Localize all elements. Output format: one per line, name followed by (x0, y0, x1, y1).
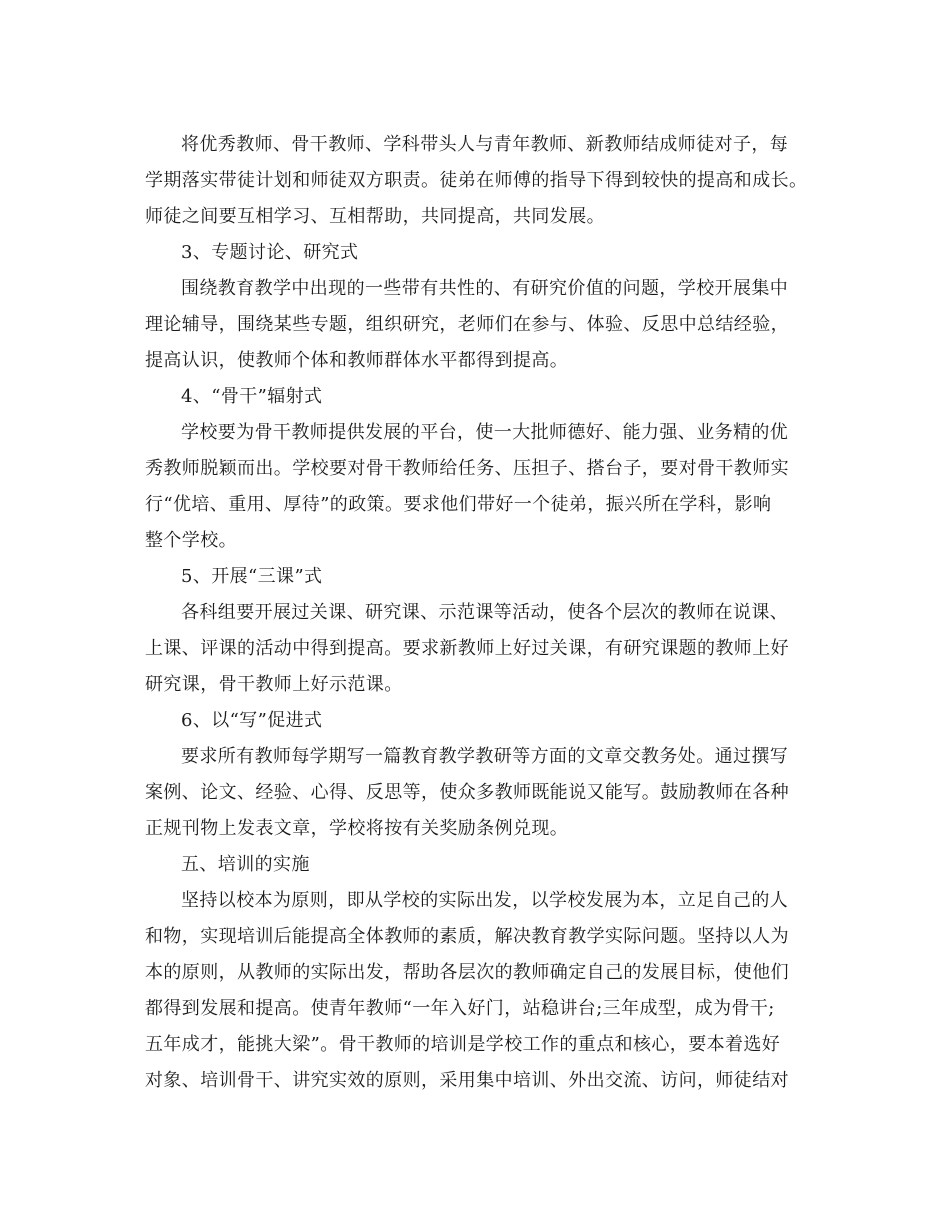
text-line: 对象、培训骨干、讲究实效的原则，采用集中培训、外出交流、访问，师徒结对 (145, 1070, 789, 1091)
text-line: 行“优培、重用、厚待”的政策。要求他们带好一个徒弟，振兴所在学科，影响 (145, 494, 772, 515)
text-line: 五年成才，能挑大梁”。骨干教师的培训是学校工作的重点和核心，要本着选好 (145, 1034, 781, 1055)
text-line: 各科组要开展过关课、研究课、示范课等活动，使各个层次的教师在说课、 (181, 602, 789, 623)
text-line: 五、培训的实施 (181, 854, 310, 875)
text-line: 学期落实带徒计划和师徒双方职责。徒弟在师傅的指导下得到较快的提高和成长。 (145, 170, 808, 191)
text-line: 上课、评课的活动中得到提高。要求新教师上好过关课，有研究课题的教师上好 (145, 638, 789, 659)
text-line: 和物，实现培训后能提高全体教师的素质，解决教育教学实际问题。坚持以人为 (145, 926, 789, 947)
text-line: 学校要为骨干教师提供发展的平台，使一大批师德好、能力强、业务精的优 (181, 422, 789, 443)
text-line: 3、专题讨论、研究式 (181, 242, 359, 263)
text-line: 围绕教育教学中出现的一些带有共性的、有研究价值的问题，学校开展集中 (181, 278, 789, 299)
text-line: 5、开展“三课”式 (181, 566, 323, 587)
text-line: 要求所有教师每学期写一篇教育教学教研等方面的文章交教务处。通过撰写 (181, 746, 789, 767)
text-line: 4、“骨干”辐射式 (181, 386, 323, 407)
text-line: 师徒之间要互相学习、互相帮助，共同提高，共同发展。 (145, 206, 605, 227)
text-line: 研究课，骨干教师上好示范课。 (145, 674, 403, 695)
text-line: 理论辅导，围绕某些专题，组织研究，老师们在参与、体验、反思中总结经验， (145, 314, 789, 335)
text-line: 都得到发展和提高。使青年教师“一年入好门，站稳讲台;三年成型，成为骨干; (145, 998, 775, 1019)
text-line: 6、以“写”促进式 (181, 710, 323, 731)
text-line: 案例、论文、经验、心得、反思等，使众多教师既能说又能写。鼓励教师在各种 (145, 782, 789, 803)
text-line: 将优秀教师、骨干教师、学科带头人与青年教师、新教师结成师徒对子，每 (181, 134, 789, 155)
document-page (145, 127, 808, 1099)
text-line: 整个学校。 (145, 530, 237, 551)
text-line: 坚持以校本为原则，即从学校的实际出发，以学校发展为本，立足自己的人 (181, 890, 789, 911)
text-line: 正规刊物上发表文章，学校将按有关奖励条例兑现。 (145, 818, 569, 839)
text-line: 本的原则，从教师的实际出发，帮助各层次的教师确定自己的发展目标，使他们 (145, 962, 789, 983)
text-line: 提高认识，使教师个体和教师群体水平都得到提高。 (145, 350, 569, 371)
text-line: 秀教师脱颖而出。学校要对骨干教师给任务、压担子、搭台子，要对骨干教师实 (145, 458, 789, 479)
